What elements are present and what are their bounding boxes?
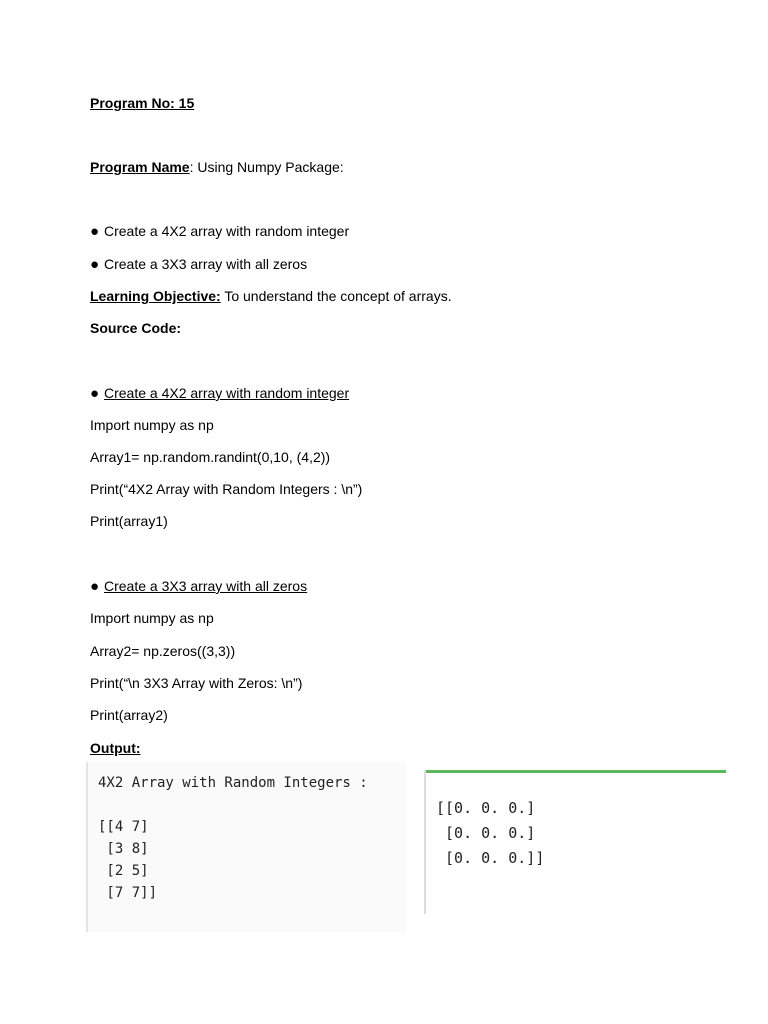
output-screenshot-random-integers <box>86 762 406 932</box>
program-name-line <box>90 158 344 176</box>
code-line: Array2= np.zeros((3,3)) <box>90 643 236 659</box>
task-item-2 <box>90 255 307 274</box>
learning-objective-line <box>90 287 452 305</box>
output-text: 4X2 Array with Random Integers : [[4 7] [3 8] [2 5] [7 7]] <box>98 775 368 901</box>
output-label: Output: <box>90 740 141 756</box>
program-name-label: Program Name <box>90 159 190 175</box>
task-text: Create a 3X3 array with all zeros <box>104 256 308 272</box>
output-text: [[0. 0. 0.] [0. 0. 0.] [0. 0. 0.]] <box>436 799 545 867</box>
output-accent-bar <box>426 770 726 773</box>
output-screenshot-zeros <box>424 770 726 914</box>
learning-objective-label: Learning Objective: <box>90 288 221 304</box>
program-name-value: : Using Numpy Package: <box>189 159 344 175</box>
code-line: Print(array1) <box>90 513 168 529</box>
code-line: Array1= np.random.randint(0,10, (4,2)) <box>90 449 331 465</box>
program-number: Program No: 15 <box>90 95 195 111</box>
bullet-icon: ● <box>90 578 100 595</box>
code-line: Print(array2) <box>90 707 168 723</box>
section-2-heading <box>90 577 307 596</box>
section-2-heading-text: Create a 3X3 array with all zeros <box>104 578 308 594</box>
bullet-icon: ● <box>90 385 100 402</box>
section-1-heading-text: Create a 4X2 array with random integer <box>104 385 350 401</box>
code-line: Print(“\n 3X3 Array with Zeros: \n”) <box>90 675 303 691</box>
code-line: Import numpy as np <box>90 610 214 626</box>
task-text: Create a 4X2 array with random integer <box>104 223 350 239</box>
section-1-heading <box>90 384 349 403</box>
task-item-1 <box>90 222 349 241</box>
bullet-icon: ● <box>90 223 100 240</box>
source-code-label: Source Code: <box>90 320 182 336</box>
bullet-icon: ● <box>90 256 100 273</box>
learning-objective-value: To understand the concept of arrays. <box>220 288 452 304</box>
code-line: Import numpy as np <box>90 417 214 433</box>
code-line: Print(“4X2 Array with Random Integers : \n”) <box>90 481 363 497</box>
